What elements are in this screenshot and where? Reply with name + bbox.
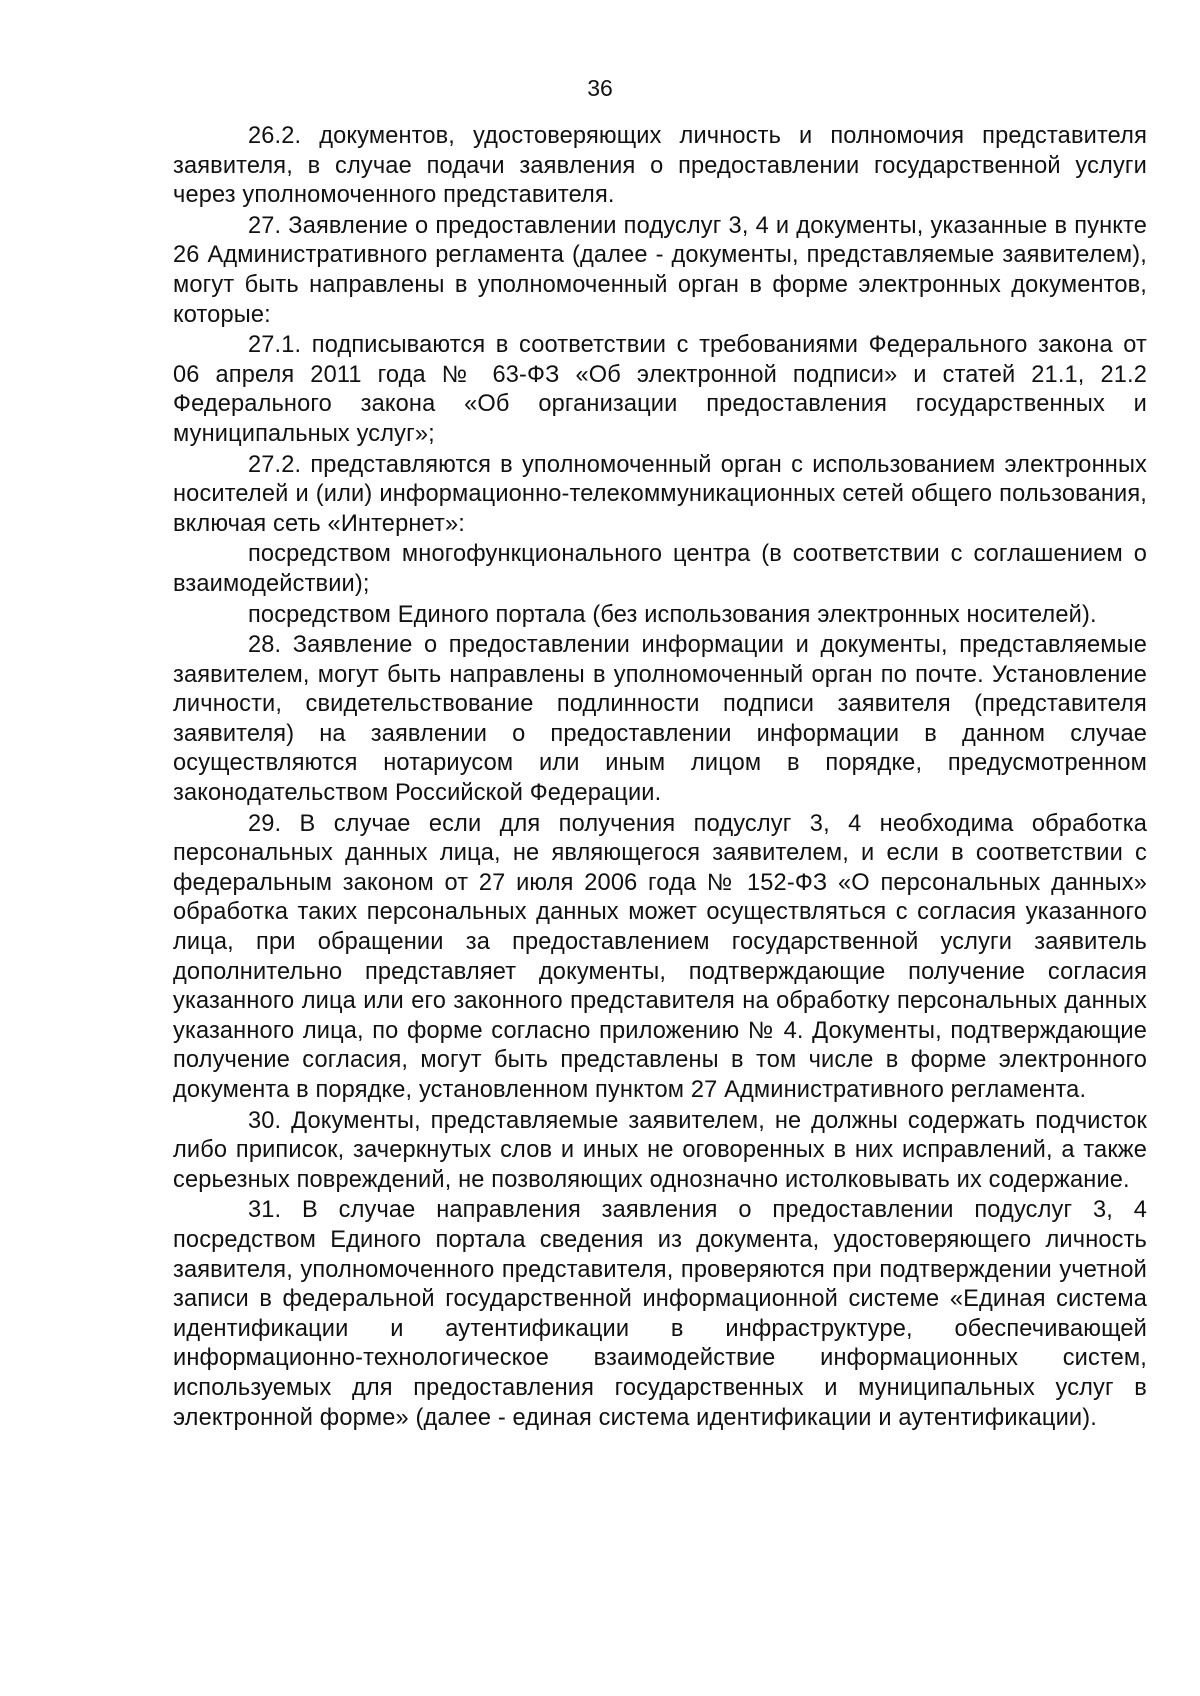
paragraph-29: 29. В случае если для получения подуслуг 3, 4 необходима обработка персональных данных лица, не являющегося заявителем, и если в соответствии с федеральным законом от 27 июля 2006 года № 152-ФЗ «О персональных данных» обработка таких персональных данных может осуществляться с согласия указанного лица, при обращении за предоставлением государственной услуги заявитель дополнительно представляет документы, подтверждающие получение согласия указанного лица или его законного представителя на обработку персональных данных указанного лица, по форме согласно приложению № 4. Документы, подтверждающие получение согласия, могут быть представлены в том числе в форме электронного документа в порядке, установленном пунктом 27 Административного регламента.	[173, 810, 1147, 1103]
paragraph-mfc: посредством многофункционального центра (в соответствии с соглашением о взаимодействии);	[173, 541, 1147, 597]
paragraph-portal: посредством Единого портала (без использования электронных носителей).	[248, 601, 1097, 628]
paragraph-27: 27. Заявление о предоставлении подуслуг 3, 4 и документы, указанные в пункте 26 Административного регламента (далее - документы, представляемые заявителем), могут быть направлены в уполномоченный орган в форме электронных документов, которые:	[173, 212, 1147, 328]
paragraph-27-1: 27.1. подписываются в соответствии с требованиями Федерального закона от 06 апреля 2011 года № 63-ФЗ «Об электронной подписи» и статей 21.1, 21.2 Федерального закона «Об организации предоставления государственных и муниципальных услуг»;	[173, 332, 1147, 447]
document-body	[173, 122, 1147, 1434]
paragraph-31: 31. В случае направления заявления о предоставлении подуслуг 3, 4 посредством Единого портала сведения из документа, удостоверяющего личность заявителя, уполномоченного представителя, проверяются при подтверждении учетной записи в федеральной государственной информационной системе «Единая система идентификации и аутентификации в инфраструктуре, обеспечивающей информационно-технологическое взаимодействие информационных систем, используемых для предоставления государственных и муниципальных услуг в электронной форме» (далее - единая система идентификации и аутентификации).	[173, 1197, 1147, 1431]
paragraph-26-2: 26.2. документов, удостоверяющих личность и полномочия представителя заявителя, в случае подачи заявления о предоставлении государственной услуги через уполномоченного представителя.	[173, 123, 1147, 209]
page-number: 36	[587, 75, 613, 101]
paragraph-30: 30. Документы, представляемые заявителем, не должны содержать подчисток либо приписок, зачеркнутых слов и иных не оговоренных в них исправлений, а также серьезных повреждений, не позволяющих однозначно истолковывать их содержание.	[173, 1107, 1147, 1193]
paragraph-27-2: 27.2. представляются в уполномоченный орган с использованием электронных носителей и (или) информационно-телекоммуникационных сетей общего пользования, включая сеть «Интернет»:	[173, 451, 1147, 537]
paragraph-28: 28. Заявление о предоставлении информации и документы, представляемые заявителем, могут быть направлены в уполномоченный орган по почте. Установление личности, свидетельствование подлинности подписи заявителя (представителя заявителя) на заявлении о предоставлении информации в данном случае осуществляются нотариусом или иным лицом в порядке, предусмотренном законодательством Российской Федерации.	[173, 632, 1147, 807]
